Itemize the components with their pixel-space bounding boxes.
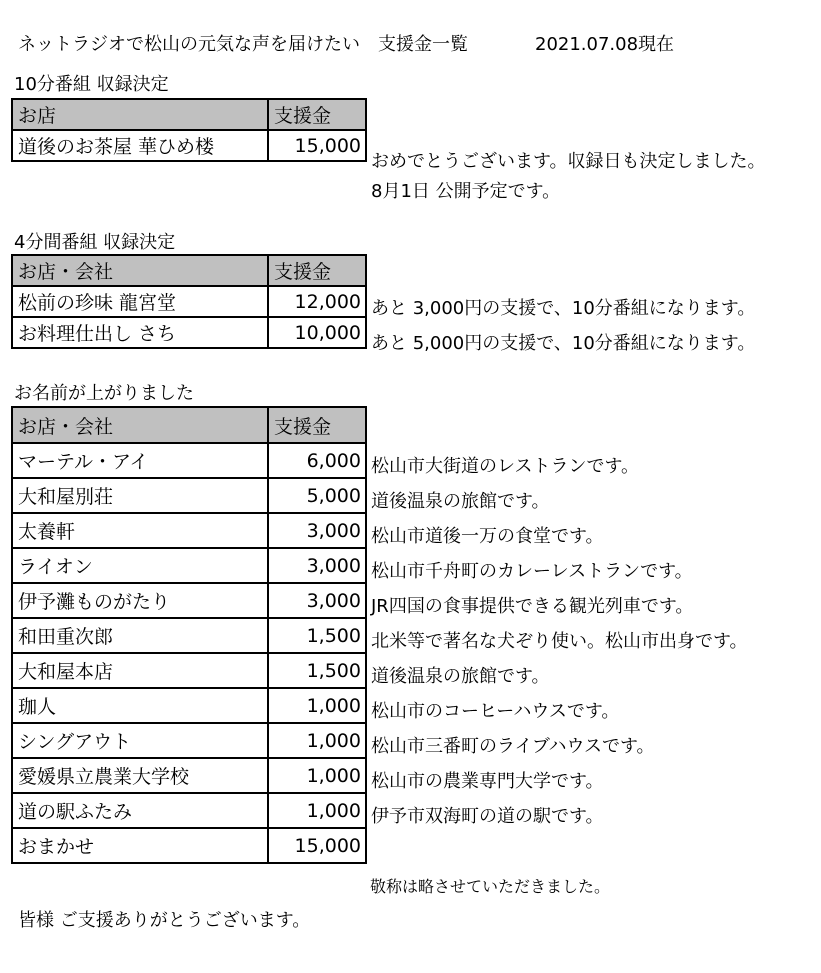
row-name: 大和屋別荘 — [12, 478, 268, 513]
row-amount: 10,000 — [268, 317, 366, 348]
table-10min — [11, 98, 367, 162]
row-amount: 1,000 — [268, 758, 366, 793]
row-name: 松前の珍味 龍宮堂 — [12, 286, 268, 317]
row-name: 珈人 — [12, 688, 268, 723]
table-row — [12, 130, 366, 161]
row-name: おまかせ — [12, 828, 268, 863]
row-name: 太養軒 — [12, 513, 268, 548]
table-4min — [11, 254, 367, 349]
row-amount: 1,500 — [268, 653, 366, 688]
table-row — [12, 793, 366, 828]
row-note: 伊予市双海町の道の駅です。 — [371, 806, 604, 827]
row-note: JR四国の食事提供できる観光列車です。 — [371, 596, 694, 617]
row-name: お料理仕出し さち — [12, 317, 268, 348]
row-note: あと 5,000円の支援で、10分番組になります。 — [371, 333, 756, 354]
row-amount: 3,000 — [268, 583, 366, 618]
row-amount: 1,000 — [268, 688, 366, 723]
table-row — [12, 548, 366, 583]
row-note: 道後温泉の旅館です。 — [371, 666, 550, 687]
row-amount: 5,000 — [268, 478, 366, 513]
header-amount: 支援金 — [268, 99, 366, 130]
row-note: 松山市三番町のライブハウスです。 — [371, 736, 655, 757]
row-amount: 1,000 — [268, 723, 366, 758]
header-name: お店・会社 — [12, 407, 268, 443]
table-row — [12, 286, 366, 317]
row-amount: 3,000 — [268, 513, 366, 548]
row-amount: 15,000 — [268, 130, 366, 161]
header-amount: 支援金 — [268, 407, 366, 443]
table-named — [11, 406, 367, 864]
header-amount: 支援金 — [268, 255, 366, 286]
row-name: 和田重次郎 — [12, 618, 268, 653]
table-row — [12, 513, 366, 548]
row-note: 松山市道後一万の食堂です。 — [371, 526, 604, 547]
row-name: シングアウト — [12, 723, 268, 758]
row-name: 道後のお茶屋 華ひめ楼 — [12, 130, 268, 161]
row-amount: 6,000 — [268, 443, 366, 478]
as-of-date: 2021.07.08現在 — [535, 34, 675, 55]
section-title-10min: 10分番組 収録決定 — [14, 74, 169, 95]
page-title: ネットラジオで松山の元気な声を届けたい 支援金一覧 — [18, 34, 468, 55]
header-name: お店 — [12, 99, 268, 130]
table-row — [12, 317, 366, 348]
row-note: 松山市千舟町のカレーレストランです。 — [371, 561, 693, 582]
row-note: あと 3,000円の支援で、10分番組になります。 — [371, 298, 756, 319]
table-row — [12, 618, 366, 653]
row-name: 道の駅ふたみ — [12, 793, 268, 828]
row-name: 愛媛県立農業大学校 — [12, 758, 268, 793]
release-note: 8月1日 公開予定です。 — [371, 181, 561, 202]
row-name: 大和屋本店 — [12, 653, 268, 688]
row-amount: 12,000 — [268, 286, 366, 317]
row-amount: 1,000 — [268, 793, 366, 828]
row-note: 松山市大街道のレストランです。 — [371, 456, 640, 477]
row-amount: 1,500 — [268, 618, 366, 653]
row-note: 北米等で著名な犬ぞり使い。松山市出身です。 — [371, 631, 748, 652]
thanks-message: 皆様 ご支援ありがとうございます。 — [18, 910, 311, 931]
table-row — [12, 478, 366, 513]
row-note: 道後温泉の旅館です。 — [371, 491, 550, 512]
row-name: 伊予灘ものがたり — [12, 583, 268, 618]
table-header-row — [12, 99, 366, 130]
row-name: マーテル・アイ — [12, 443, 268, 478]
row-amount: 3,000 — [268, 548, 366, 583]
table-row — [12, 758, 366, 793]
table-row — [12, 443, 366, 478]
row-name: ライオン — [12, 548, 268, 583]
row-amount: 15,000 — [268, 828, 366, 863]
header-name: お店・会社 — [12, 255, 268, 286]
table-header-row — [12, 407, 366, 443]
table-header-row — [12, 255, 366, 286]
table-row — [12, 688, 366, 723]
section-title-4min: 4分間番組 収録決定 — [14, 232, 176, 253]
table-row — [12, 583, 366, 618]
row-note: 松山市の農業専門大学です。 — [371, 771, 604, 792]
section-title-named: お名前が上がりました — [14, 383, 194, 404]
row-note: おめでとうございます。収録日も決定しました。 — [371, 151, 766, 172]
table-row — [12, 653, 366, 688]
honorific-note: 敬称は略させていただきました。 — [370, 877, 611, 896]
row-note: 松山市のコーヒーハウスです。 — [371, 701, 620, 722]
table-row — [12, 723, 366, 758]
table-row — [12, 828, 366, 863]
